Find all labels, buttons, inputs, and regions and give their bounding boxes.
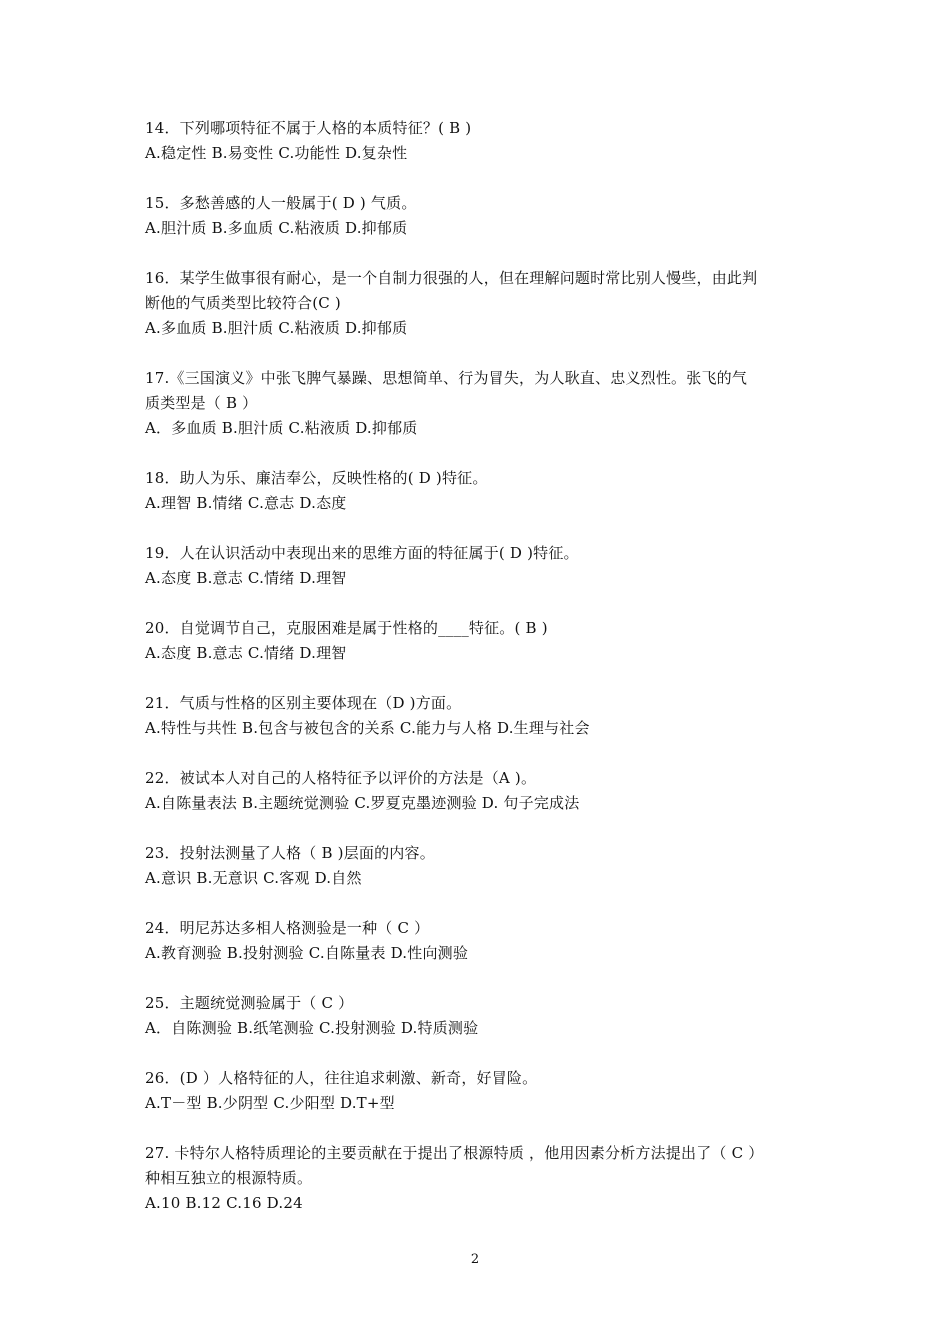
question-text: 25．主题统觉测验属于（ C ） (145, 994, 354, 1012)
question-options: A.理智 B.情绪 C.意志 D.态度 (145, 494, 347, 512)
question-text: 22．被试本人对自己的人格特征予以评价的方法是（A )。 (145, 769, 537, 787)
question-options: A.多血质 B.胆汁质 C.粘液质 D.抑郁质 (145, 319, 408, 337)
question-block (145, 616, 813, 666)
question-block (145, 1141, 813, 1216)
question-options: A.意识 B.无意识 C.客观 D.自然 (145, 869, 362, 887)
question-text: 质类型是（ B ） (145, 394, 258, 412)
question-options: A.态度 B.意志 C.情绪 D.理智 (145, 644, 347, 662)
question-text: 15．多愁善感的人一般属于( D ) 气质。 (145, 194, 417, 212)
question-text: 21．气质与性格的区别主要体现在（D )方面。 (145, 694, 462, 712)
question-options: A.特性与共性 B.包含与被包含的关系 C.能力与人格 D.生理与社会 (145, 719, 590, 737)
question-block (145, 116, 813, 166)
question-options: A.教育测验 B.投射测验 C.自陈量表 D.性向测验 (145, 944, 469, 962)
question-options: A.10 B.12 C.16 D.24 (145, 1194, 303, 1212)
page-number: 2 (470, 1252, 480, 1267)
question-options: A.自陈量表法 B.主题统觉测验 C.罗夏克墨迹测验 D. 句子完成法 (145, 794, 580, 812)
question-text: 24．明尼苏达多相人格测验是一种（ C ） (145, 919, 430, 937)
question-block (145, 766, 813, 816)
question-block (145, 991, 813, 1041)
question-text: 17.《三国演义》中张飞脾气暴躁、思想简单、行为冒失，为人耿直、忠义烈性。张飞的气 (145, 369, 748, 387)
question-options: A.稳定性 B.易变性 C.功能性 D.复杂性 (145, 144, 408, 162)
question-options: A.态度 B.意志 C.情绪 D.理智 (145, 569, 347, 587)
question-options: A．自陈测验 B.纸笔测验 C.投射测验 D.特质测验 (145, 1019, 479, 1037)
question-options: A.T－型 B.少阴型 C.少阳型 D.T+型 (145, 1094, 395, 1112)
question-block (145, 691, 813, 741)
question-block (145, 1066, 813, 1116)
question-text: 26．(D ）人格特征的人，往往追求刺激、新奇，好冒险。 (145, 1069, 538, 1087)
question-text: 27. 卡特尔人格特质理论的主要贡献在于提出了根源特质 ，他用因素分析方法提出了（ C ） (145, 1144, 764, 1162)
question-text: 19．人在认识活动中表现出来的思维方面的特征属于( D )特征。 (145, 544, 579, 562)
question-block (145, 541, 813, 591)
question-block (145, 916, 813, 966)
question-text: 16．某学生做事很有耐心，是一个自制力很强的人，但在理解问题时常比别人慢些，由此判 (145, 269, 758, 287)
question-text: 18．助人为乐、廉洁奉公，反映性格的( D )特征。 (145, 469, 488, 487)
question-block (145, 466, 813, 516)
question-block (145, 366, 813, 441)
question-block (145, 266, 813, 341)
question-text: 20．自觉调节自己，克服困难是属于性格的____特征。( B ) (145, 619, 548, 637)
question-text: 23．投射法测量了人格（ B )层面的内容。 (145, 844, 435, 862)
question-text: 种相互独立的根源特质。 (145, 1169, 313, 1187)
question-block (145, 191, 813, 241)
question-options: A.胆汁质 B.多血质 C.粘液质 D.抑郁质 (145, 219, 408, 237)
question-options: A．多血质 B.胆汁质 C.粘液质 D.抑郁质 (145, 419, 418, 437)
question-text: 断他的气质类型比较符合(C ) (145, 294, 341, 312)
question-list (145, 116, 813, 1241)
question-text: 14．下列哪项特征不属于人格的本质特征？( B ) (145, 119, 472, 137)
question-block (145, 841, 813, 891)
